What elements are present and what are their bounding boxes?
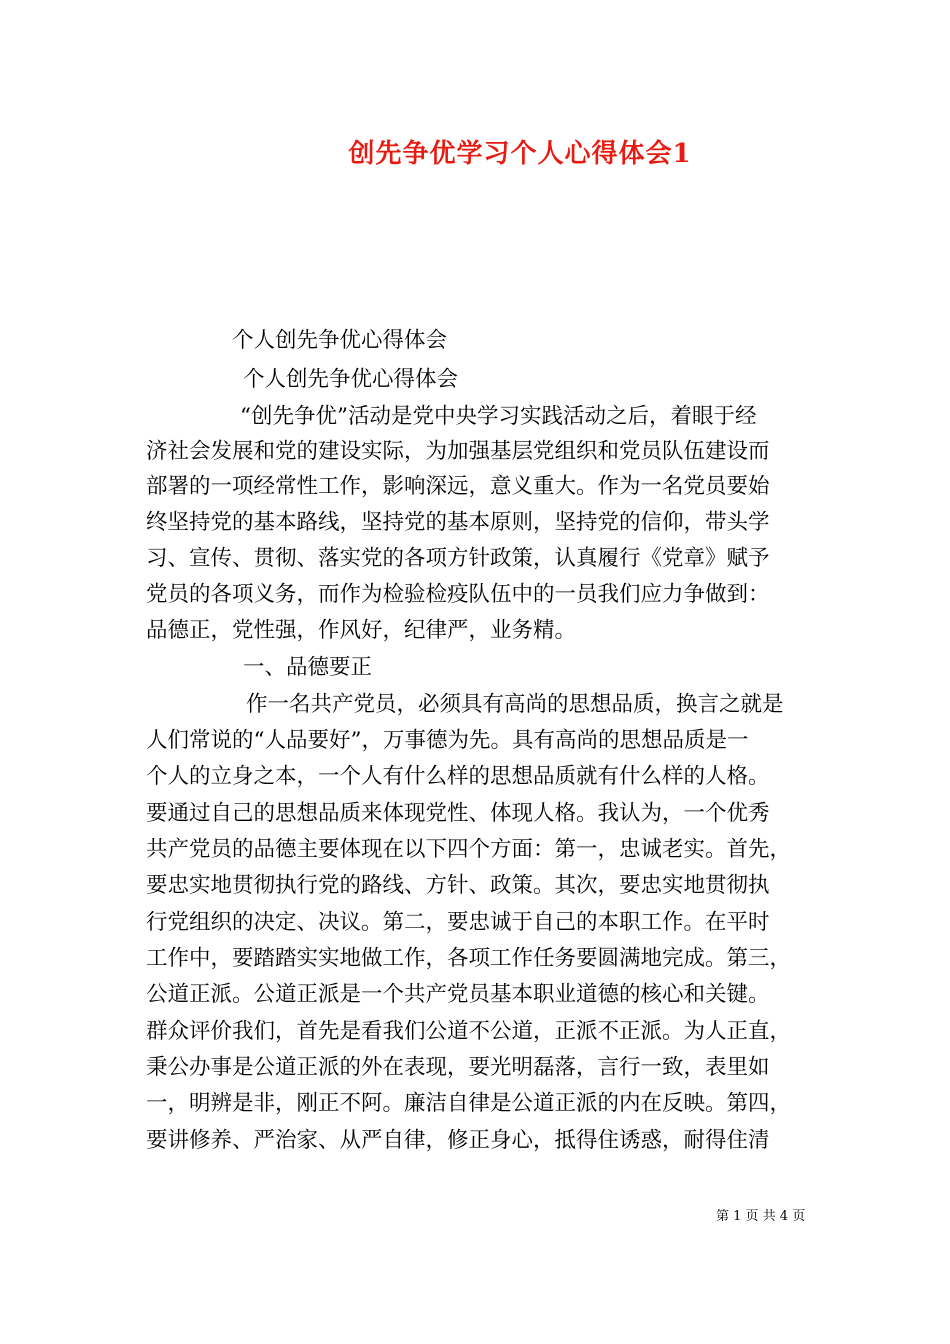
paragraph-line: 济社会发展和党的建设实际，为加强基层党组织和党员队伍建设而 <box>146 439 770 464</box>
paragraph-line: 群众评价我们，首先是看我们公道不公道，正派不正派。为人正直， <box>146 1019 792 1044</box>
document-title: 创先争优学习个人心得体会1 <box>348 139 692 169</box>
page-number: 第 1 页 共 4 页 <box>716 1209 806 1224</box>
subtitle-line: 个人创先争优心得体会 <box>243 367 459 392</box>
paragraph-line: 品德正，党性强，作风好，纪律严，业务精。 <box>146 618 577 643</box>
paragraph-line: 个人的立身之本，一个人有什么样的思想品质就有什么样的人格。 <box>146 764 770 789</box>
paragraph-line: 作一名共产党员，必须具有高尚的思想品质，换言之就是 <box>246 692 784 717</box>
paragraph-line: 习、宣传、贯彻、落实党的各项方针政策，认真履行《党章》赋予 <box>146 546 770 571</box>
paragraph-line: 要忠实地贯彻执行党的路线、方针、政策。其次，要忠实地贯彻执 <box>146 873 770 898</box>
paragraph-line: “创先争优”活动是党中央学习实践活动之后，着眼于经 <box>240 404 757 429</box>
paragraph-line: 党员的各项义务，而作为检验检疫队伍中的一员我们应力争做到： <box>146 582 770 607</box>
paragraph-line: 要通过自己的思想品质来体现党性、体现人格。我认为，一个优秀 <box>146 801 770 826</box>
section-heading: 一、品德要正 <box>243 655 373 680</box>
paragraph-line: 一，明辨是非，刚正不阿。廉洁自律是公道正派的内在反映。第四， <box>146 1091 792 1116</box>
subtitle-line: 个人创先争优心得体会 <box>232 328 448 353</box>
paragraph-line: 秉公办事是公道正派的外在表现，要光明磊落，言行一致，表里如 <box>146 1055 770 1080</box>
paragraph-line: 人们常说的“人品要好”，万事德为先。具有高尚的思想品质是一 <box>146 728 749 753</box>
paragraph-line: 要讲修养、严治家、从严自律，修正身心，抵得住诱惑，耐得住清 <box>146 1128 770 1153</box>
paragraph-line: 工作中，要踏踏实实地做工作，各项工作任务要圆满地完成。第三， <box>146 946 792 971</box>
paragraph-line: 公道正派。公道正派是一个共产党员基本职业道德的核心和关键。 <box>146 982 770 1007</box>
paragraph-line: 行党组织的决定、决议。第二，要忠诚于自己的本职工作。在平时 <box>146 910 770 935</box>
paragraph-line: 部署的一项经常性工作，影响深远，意义重大。作为一名党员要始 <box>146 474 770 499</box>
paragraph-line: 共产党员的品德主要体现在以下四个方面：第一，忠诚老实。首先， <box>146 837 792 862</box>
paragraph-line: 终坚持党的基本路线，坚持党的基本原则，坚持党的信仰，带头学 <box>146 510 770 535</box>
